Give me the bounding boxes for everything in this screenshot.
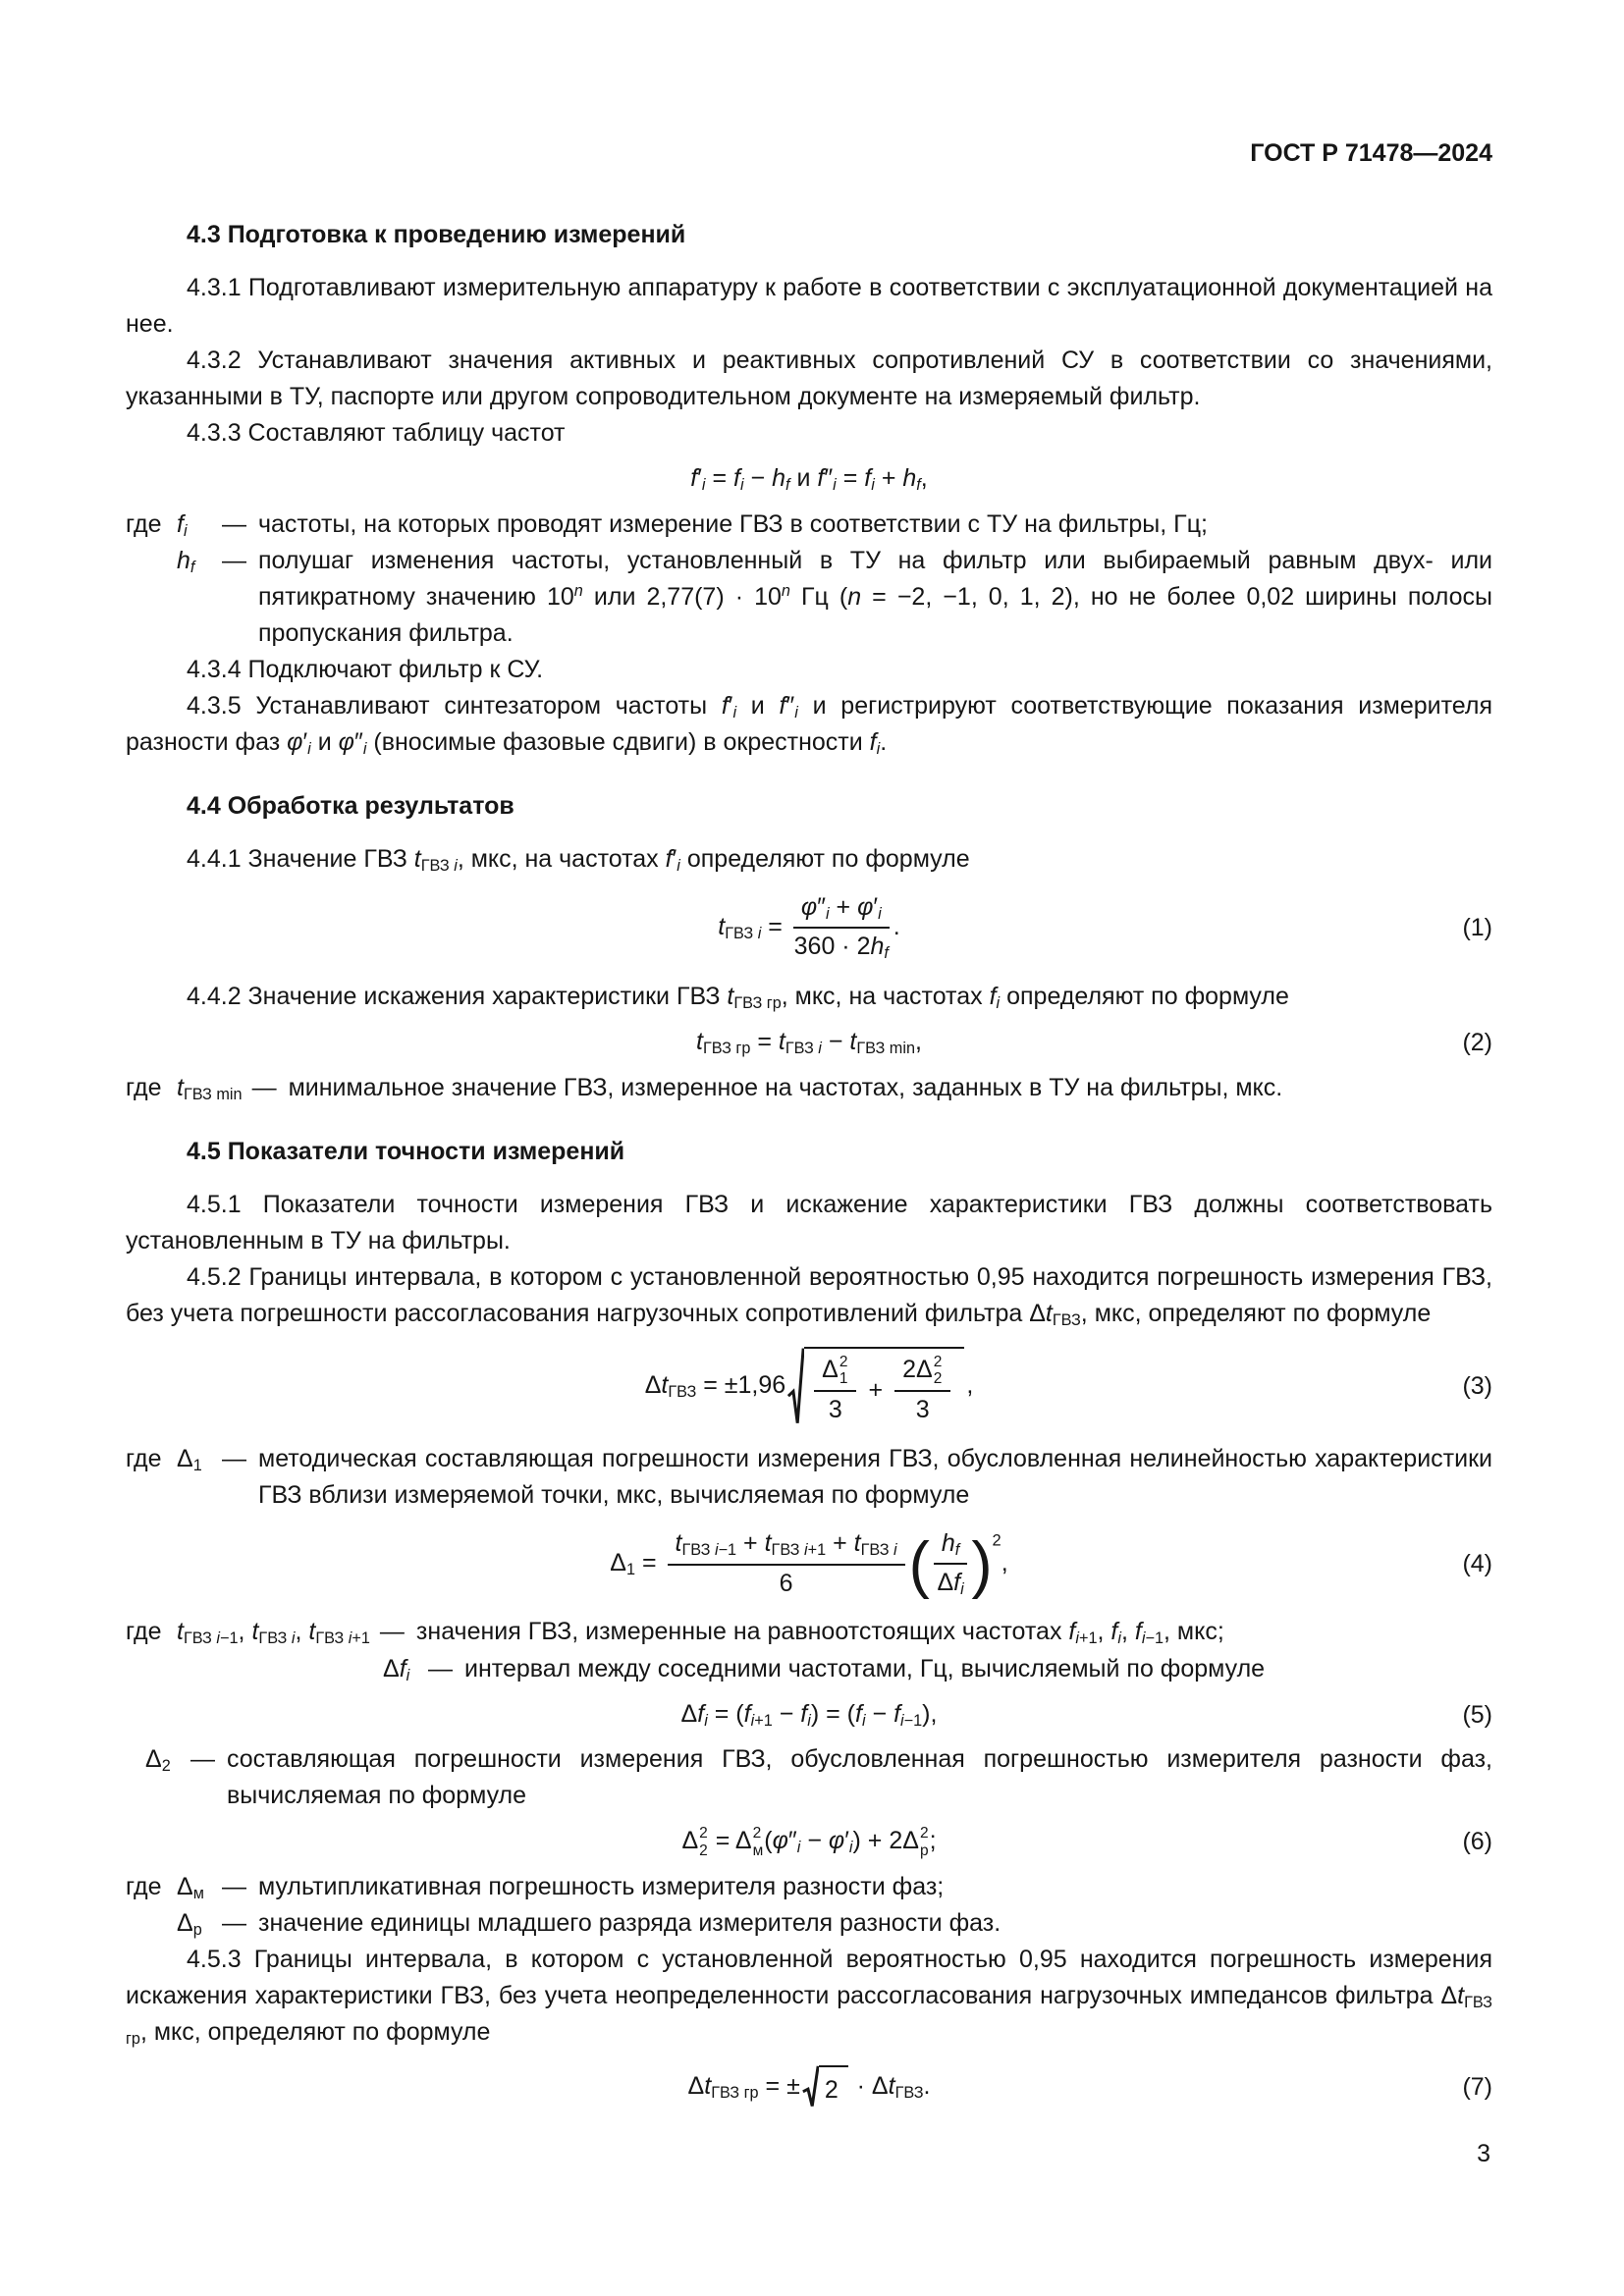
- formula-4-left: Δ1 =: [610, 1548, 664, 1578]
- paragraph-4-3-5: 4.3.5 Устанавливают синтезатором частоты f′i и f″i и регистрируют соответствующие показания измерителя разности фаз φ′i и φ″i (вносимые фазовые сдвиги) в окрестности fi.: [126, 691, 1492, 758]
- fraction-numerator: φ″i + φ′i: [793, 892, 890, 929]
- formula-6-number: (6): [1462, 1828, 1492, 1856]
- paragraph-4-5-3: 4.5.3 Границы интервала, в котором с установленной вероятностью 0,95 находится погрешность измерения искажения характеристики ГВЗ, без учета неопределенности рассогласования нагрузочных импедансов фильтра ΔtГВЗ гр, мкс, определяют по формуле: [126, 1946, 1492, 2049]
- definition-text: частоты, на которых проводят измерение ГВЗ в соответствии с ТУ на фильтры, Гц;: [258, 509, 1208, 538]
- definition-dash: —: [222, 1909, 246, 1938]
- fraction-denominator: 3: [828, 1396, 842, 1424]
- exponent: 2: [992, 1531, 1001, 1550]
- formula-7-number: (7): [1462, 2072, 1492, 2101]
- definition-text: значение единицы младшего разряда измерителя разности фаз.: [258, 1909, 1001, 1938]
- right-parenthesis: ): [971, 1528, 993, 1600]
- definition-term: Δм: [177, 1872, 204, 1903]
- definition-term: Δр: [177, 1909, 202, 1940]
- definition-term: tГВЗ min: [177, 1073, 243, 1103]
- formula-7: [126, 2065, 1492, 2108]
- formula-5-expression: Δfi = (fi+1 − fi) = (fi − fi−1),: [680, 1699, 938, 1730]
- formula-5-number: (5): [1462, 1700, 1492, 1729]
- radical-body: 2: [819, 2065, 848, 2108]
- formula-7-right: · ΔtГВЗ.: [849, 2071, 931, 2102]
- definition-lead: где: [126, 1618, 162, 1646]
- definition-dash: —: [222, 1444, 246, 1472]
- definition-text: полушаг изменения частоты, установленный в ТУ на фильтр или выбираемый равным двух- или пятикратному значению 10$^n$ или $2,77(7) \cdot 10^n$ Гц (n = −2, −1, 0, 1, 2), но не более 0,02 ширины полосы пропускания фильтра.: [258, 546, 1492, 647]
- formula-5: [126, 1696, 1492, 1734]
- definition-dash: —: [428, 1654, 453, 1682]
- definition-tgvz-neighbors: [126, 1614, 1492, 1650]
- formula-2-number: (2): [1462, 1028, 1492, 1056]
- fraction-denominator: 360 · 2hf: [793, 933, 889, 963]
- section-4-3-heading: 4.3 Подготовка к проведению измерений: [187, 221, 686, 248]
- definition-lead: где: [126, 509, 162, 538]
- formula-4: [126, 1528, 1492, 1600]
- radical-sign: [802, 2065, 848, 2108]
- fraction: [793, 892, 890, 964]
- formula-3-left: ΔtГВЗ = ±1,96: [644, 1370, 786, 1401]
- page-content: [126, 135, 1492, 2123]
- radical-glyph: [802, 2065, 819, 2108]
- radical-glyph: [787, 1347, 804, 1426]
- definition-lead: где: [126, 1444, 162, 1472]
- definition-lead: где: [126, 1073, 162, 1101]
- fraction-numerator: 2Δ 2 2: [894, 1354, 950, 1393]
- definition-text: минимальное значение ГВЗ, измеренное на частотах, заданных в ТУ на фильтры, мкс.: [288, 1073, 1283, 1101]
- fraction: [668, 1528, 905, 1599]
- formula-frequencies: [126, 460, 1492, 498]
- formula-1-number: (1): [1462, 914, 1492, 942]
- definition-delta-r: [126, 1905, 1492, 1942]
- doc-number: ГОСТ Р 71478—2024: [1250, 139, 1492, 167]
- definition-term: Δ2: [145, 1745, 171, 1776]
- definition-hf: [126, 543, 1492, 652]
- paragraph-4-3-2: 4.3.2 Устанавливают значения активных и реактивных сопротивлений СУ в соответствии со значениями, указанными в ТУ, паспорте или другом сопроводительном документе на измеряемый фильтр.: [126, 347, 1492, 410]
- definition-term: hf: [177, 546, 195, 576]
- formula-3: [126, 1347, 1492, 1426]
- definition-dash: —: [190, 1745, 215, 1774]
- section-4-4-heading: 4.4 Обработка результатов: [187, 791, 514, 820]
- definition-text: методическая составляющая погрешности измерения ГВЗ, обусловленная нелинейностью характеристики ГВЗ вблизи измеряемой точки, мкс, вычисляемая по формуле: [258, 1444, 1492, 1509]
- fraction-denominator: 6: [779, 1569, 793, 1597]
- definition-dash: —: [222, 546, 246, 574]
- fraction: [894, 1354, 950, 1426]
- definition-term: tГВЗ i−1, tГВЗ i, tГВЗ i+1: [177, 1618, 370, 1648]
- radical-sign: [787, 1347, 964, 1426]
- formula-frequencies-expression: f′i = fi − hf и f″i = fi + hf,: [690, 464, 928, 495]
- definition-text: составляющая погрешности измерения ГВЗ, обусловленная погрешностью измерителя разности фаз, вычисляемая по формуле: [227, 1745, 1492, 1810]
- definition-delta2: [126, 1741, 1492, 1814]
- definition-lead: где: [126, 1872, 162, 1900]
- fraction-numerator: Δ 2 1: [814, 1354, 856, 1393]
- formula-7-left: ΔtГВЗ гр = ±: [687, 2071, 800, 2102]
- page-number: 3: [1477, 2140, 1490, 2167]
- fraction-numerator: hf: [934, 1528, 967, 1565]
- paragraph-4-4-1: 4.4.1 Значение ГВЗ tГВЗ i, мкс, на частотах f′i определяют по формуле: [187, 844, 970, 876]
- fraction-numerator: tГВЗ i−1 + tГВЗ i+1 + tГВЗ i: [668, 1528, 905, 1565]
- formula-3-right: ,: [966, 1370, 974, 1399]
- formula-6-expression: Δ 2 2 = Δ 2 м (φ″i − φ′i) + 2Δ 2 р ;: [681, 1825, 937, 1859]
- fraction-denominator: 3: [915, 1396, 930, 1424]
- definition-fi: [126, 507, 1492, 543]
- paragraph-4-3-3: 4.3.3 Составляют таблицу частот: [187, 419, 566, 447]
- definition-dash: —: [379, 1618, 405, 1646]
- definition-term: fi: [177, 509, 188, 540]
- definition-dash: —: [222, 509, 246, 538]
- paragraph-4-5-2: 4.5.2 Границы интервала, в котором с установленной вероятностью 0,95 находится погрешность измерения ГВЗ, без учета погрешности рассогласования нагрузочных сопротивлений фильтра ΔtГВЗ, мкс, определяют по формуле: [126, 1262, 1492, 1329]
- definition-dash: —: [222, 1872, 246, 1900]
- section-4-5-heading: 4.5 Показатели точности измерений: [187, 1137, 625, 1165]
- definition-term: Δfi: [383, 1654, 410, 1684]
- radical-body: [804, 1347, 964, 1426]
- paragraph-4-5-1: 4.5.1 Показатели точности измерения ГВЗ и искажение характеристики ГВЗ должны соответствовать установленным в ТУ на фильтры.: [126, 1190, 1492, 1255]
- formula-4-number: (4): [1462, 1549, 1492, 1577]
- formula-1-right: .: [893, 913, 900, 941]
- definition-delta-fi: [126, 1651, 1492, 1687]
- fraction-denominator: Δfi: [937, 1569, 964, 1599]
- paragraph-4-3-1: 4.3.1 Подготавливают измерительную аппаратуру к работе в соответствии с эксплуатационной документацией на нее.: [126, 274, 1492, 338]
- definition-text: значения ГВЗ, измеренные на равноотстоящих частотах fi+1, fi, fi−1, мкс;: [415, 1618, 1224, 1648]
- definition-dash: —: [251, 1073, 277, 1101]
- definition-tgvz-min: [126, 1070, 1492, 1106]
- definition-delta-m: [126, 1869, 1492, 1905]
- formula-2: [126, 1024, 1492, 1061]
- definition-text: мультипликативная погрешность измерителя разности фаз;: [258, 1872, 945, 1900]
- definition-term: Δ1: [177, 1444, 202, 1474]
- plus-operator: +: [868, 1375, 884, 1404]
- fraction: [814, 1354, 856, 1426]
- formula-3-number: (3): [1462, 1372, 1492, 1401]
- definition-delta1: [126, 1441, 1492, 1514]
- formula-1: [126, 892, 1492, 964]
- fraction: [934, 1528, 967, 1600]
- paragraph-4-4-2: 4.4.2 Значение искажения характеристики ГВЗ tГВЗ гр, мкс, на частотах fi определяют по формуле: [187, 982, 1289, 1012]
- definition-text: интервал между соседними частотами, Гц, вычисляемый по формуле: [464, 1654, 1266, 1682]
- formula-1-left: tГВЗ i =: [718, 913, 789, 943]
- formula-2-expression: tГВЗ гр = tГВЗ i − tГВЗ min,: [696, 1027, 922, 1057]
- left-parenthesis: (: [908, 1528, 930, 1600]
- formula-6: [126, 1823, 1492, 1860]
- paragraph-4-3-4: 4.3.4 Подключают фильтр к СУ.: [187, 655, 544, 683]
- formula-4-right: ,: [1001, 1548, 1008, 1576]
